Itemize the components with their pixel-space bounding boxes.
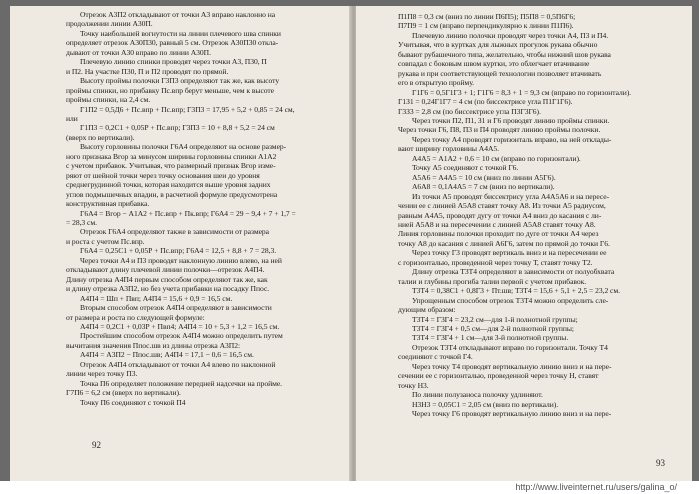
right-page-line: П7П9 = 1 см (вправо перпендикулярно к линии П1П6).	[398, 21, 574, 31]
right-page-line: Г1З1 = 0,24Г1Г7 = 4 см (по биссектрисе угла П1Г1Г6).	[398, 97, 573, 107]
right-page-line: Т3Т4 = Г3Г4 + 1 см—для 3-й полнотной группы.	[412, 333, 569, 343]
left-page-line: продолжении линии А30П.	[66, 19, 153, 29]
source-url-watermark: http://www.liveinternet.ru/users/galina_o/	[0, 481, 699, 494]
left-page-line: углов подмышечных впадин, в расчетной формуле предусмотрена	[66, 189, 278, 199]
right-page-line: Плечевую линию полочки проводят через точки А4, П3 и П4.	[412, 30, 609, 40]
right-page-line: сечении ее с горизонталью, проведенной через точку Н, ставят	[398, 371, 599, 381]
right-page-line: Учитывая, что в куртках для лыжных прогулок рукава обычно	[398, 40, 598, 50]
right-page-line: точку Н3.	[398, 380, 429, 390]
right-page-line: Г3З3 = 2,8 см (по биссектрисе угла П3Г3Г6).	[398, 106, 541, 116]
left-page-line: Г1П3 = 0,2С1 + 0,05Р + Пс.впр; Г3П3 = 10 + 8,8 + 5,2 = 24 см	[80, 123, 275, 133]
right-page-line: нией А5А8 и на пересечении с линией А5А8 ставят точку А8.	[398, 219, 596, 229]
right-page-line: Н3Н3 = 0,05С1 = 2,05 см (вниз по вертикали).	[412, 399, 559, 409]
right-page-line: чении ее с линией А5А8 ставят точку А8. Из точки А5 радиусом,	[398, 201, 606, 211]
left-page-line: определяет отрезок А30П30, равный 5 см. Отрезок А30П30 отклa-	[66, 38, 279, 48]
left-page-text	[66, 10, 342, 407]
right-page-line: П1П8 = 0,3 см (вниз по линии П6П5); П5П8 = 0,5П6Г6;	[398, 12, 576, 21]
right-page-line: Длину отрезка Т3Т4 определяют в зависимости от полуобхвата	[412, 267, 615, 277]
left-page-line: вычитания значения Ппос.шв из длины отрезка А3П2:	[66, 340, 241, 350]
right-page-line: Через точки П2, П1, З1 и Г6 проводят линию проймы спинки.	[412, 115, 610, 125]
left-page-line: (вверх по вертикали).	[66, 132, 135, 142]
left-page-line: Г6А4 = 0,25С1 + 0,05Р + Пс.впр; Г6А4 = 12,5 + 8,8 + 7 = 28,3.	[80, 246, 277, 256]
left-page-line: Точка П6 определяет положение передней надсечки на пройме.	[80, 378, 283, 388]
right-page-line: А4А5 = А1А2 + 0,6 = 10 см (вправо по горизонтали).	[412, 153, 581, 163]
right-page-line: дующим образом:	[398, 305, 456, 315]
right-page-line: Из точки А5 проводят биссектрису угла А4А5А6 и на пересе-	[412, 191, 610, 201]
left-page-line: ряют от шейной точки через точку основания шеи до уровня	[66, 170, 260, 180]
right-page-line: Т3Т4 = Г3Г4 = 23,2 см—для 1-й полнотной группы;	[412, 314, 578, 324]
left-page-line: Плечевую линию спинки проводят через точки А3, П30, П	[80, 57, 267, 67]
left-page-line: конструктивная прибавка.	[66, 199, 150, 209]
left-page-line: Через точки А4 и П3 проводят наклонную линию влево, на ней	[80, 255, 282, 265]
right-page-line: рукава и при соответствующей технологии позволяет втачивать	[398, 68, 602, 78]
right-page-line: Г1Г6 = 0,5Г1Г3 + 1; Г1Г6 = 8,3 + 1 = 9,3 см (вправо по горизонтали).	[412, 87, 632, 97]
left-page-line: Отрезок Г6А4 определяют также в зависимости от размера	[80, 227, 269, 237]
right-page	[356, 6, 692, 482]
left-page-line: А4П4 = Шп + Пвп; А4П4 = 15,6 + 0,9 = 16,5 см.	[80, 293, 233, 303]
right-page-line: Т3Т4 = Г3Г4 + 0,5 см—для 2-й полнотной группы;	[412, 323, 574, 333]
right-page-line: Линия горловины полочки проходит по дуге от точки А4 через	[398, 229, 599, 239]
right-page-line: Через точку Г6 проводят вертикальную линию вниз и на пере-	[412, 409, 612, 419]
left-page-line: Г6А4 = Вгор − А1А2 + Пс.впр + Пк.впр; Г6А4 = 29 − 9,4 + 7 + 1,7 =	[80, 208, 296, 218]
left-page-line: = 28,3 см.	[66, 217, 97, 227]
left-page-line: ного признака Вгор за минусом ширины горловины спинки А1А2	[66, 151, 277, 161]
right-page-text	[398, 12, 680, 418]
left-page	[10, 6, 352, 482]
left-page-line: Отрезок А4П4 откладывают от точки А4 влево по наклонной	[80, 359, 276, 369]
left-page-line: и длину отрезка А3П2, но без учета прибавки на посадку Ппос.	[66, 284, 270, 294]
right-page-line: Через точку А4 проводят горизонталь вправо, на ней отклады-	[412, 134, 612, 144]
left-page-line: Отрезок А3П2 откладывают от точки А3 вправо наклонно на	[80, 10, 276, 19]
right-page-line: Через точки Г6, П8, П3 и П4 проводят линию проймы полочки.	[398, 125, 601, 135]
right-page-line: Отрезок Т3Т4 откладывают вправо по горизонтали. Точку Т4	[412, 342, 608, 352]
left-page-line: Точку П6 соединяют с точкой П4	[80, 397, 186, 407]
left-page-number: 92	[92, 440, 101, 450]
right-page-line: Т3Т4 = 0,38С1 + 0,8Г3 + Пт.шв; Т3Т4 = 15,6 + 5,1 + 2,5 = 23,2 см.	[412, 286, 620, 296]
left-page-line: среднегрудинной точки, которая находится выше уровня задних	[66, 180, 271, 190]
left-page-line: Г1П2 = 0,5Д6 + Пс.впр + Пс.впр; Г3П3 = 17,95 + 5,2 + 0,85 = 24 см,	[80, 104, 295, 114]
left-page-line: Вторым способом отрезок А4П4 определяют в зависимости	[80, 303, 272, 313]
left-page-line: и роста с учетом Пс.впр.	[66, 236, 145, 246]
left-page-line: Высоту проймы полочки Г3П3 определяют так же, как высоту	[80, 76, 280, 86]
right-page-line: Упрощенным способом отрезок Т3Т4 можно определить сле-	[412, 295, 609, 305]
left-page-line: Г7П6 = 6,2 см (вверх по вертикали).	[66, 388, 181, 398]
left-page-line: А4П4 = А3П2 − Ппос.шв; А4П4 = 17,1 − 0,6 = 16,5 см.	[80, 350, 254, 360]
left-page-line: Простейшим способом отрезок А4П4 можно определить путем	[80, 331, 283, 341]
right-page-line: совпадал с боковым швом куртки, это облегчает втачивание	[398, 59, 590, 69]
left-page-line: проймы спинки, но прибавку Пс.впр берут меньше, чем к высоте	[66, 85, 275, 95]
left-page-line: откладывают длину плечевой линии полочки—отрезок А4П4.	[66, 265, 265, 275]
right-page-line: Через точку Г3 проводят вертикаль вниз и на пересечении ее	[412, 248, 607, 258]
right-page-number: 93	[656, 458, 665, 468]
right-page-line: Точку А5 соединяют с точкой Г6.	[412, 163, 519, 173]
right-page-line: точку А8 до касания с линией А6Г6, затем по прямой до точки Г6.	[398, 238, 610, 248]
left-page-line: А4П4 = 0,2С1 + 0,03Р + Пвп4; А4П4 = 10 + 5,3 + 1,2 = 16,5 см.	[80, 321, 280, 331]
right-page-line: бывают рубашечного типа, желательно, чтобы нижний шов рукава	[398, 49, 611, 59]
left-page-line: проймы спинки, на 2,4 см.	[66, 95, 151, 105]
right-page-line: соединяют с точкой Г4.	[398, 352, 473, 362]
left-page-line: дывают от точки А30 вправо по линии А30П.	[66, 47, 211, 57]
right-page-line: вают ширину горловины А4А5.	[398, 144, 500, 154]
right-page-line: талии и глубины прогиба талии первой с учетом прибавок.	[398, 276, 587, 286]
right-page-line: А6А8 = 0,1А4А5 = 7 см (вниз по вертикали).	[412, 182, 555, 192]
right-page-line: А5А6 = А4А5 = 10 см (вниз по линии А5Г6).	[412, 172, 556, 182]
left-page-line: и П2. На участке П30, П и П2 проводят по прямой.	[66, 66, 229, 76]
left-page-line: линии через точку П3.	[66, 369, 138, 379]
left-page-line: или	[66, 113, 78, 123]
left-page-line: Высоту горловины полочки Г6А4 определяют на основе размер-	[80, 142, 287, 152]
right-page-line: равным А4А5, проводят дугу от точки А4 вниз до касания с ли-	[398, 210, 602, 220]
left-page-line: с учетом прибавок. Учитывая, что размерный признак Вгор изме-	[66, 161, 276, 171]
right-page-line: с горизонталью, проведенной через точку Т, ставят точку Т2.	[398, 257, 593, 267]
right-page-line: По линии полузаноса полочку удлиняют.	[412, 390, 543, 400]
left-page-line: от размера и роста по следующей формуле:	[66, 312, 205, 322]
left-page-line: Точку наибольшей вогнутости на линии плечевого шва спинки	[80, 28, 281, 38]
right-page-line: его в открытую пройму.	[398, 78, 475, 88]
left-page-line: Длину отрезка А4П4 первым способом определяют так же, как	[66, 274, 268, 284]
right-page-line: Через точку Т4 проводят вертикальную линию вниз и на пере-	[412, 361, 612, 371]
